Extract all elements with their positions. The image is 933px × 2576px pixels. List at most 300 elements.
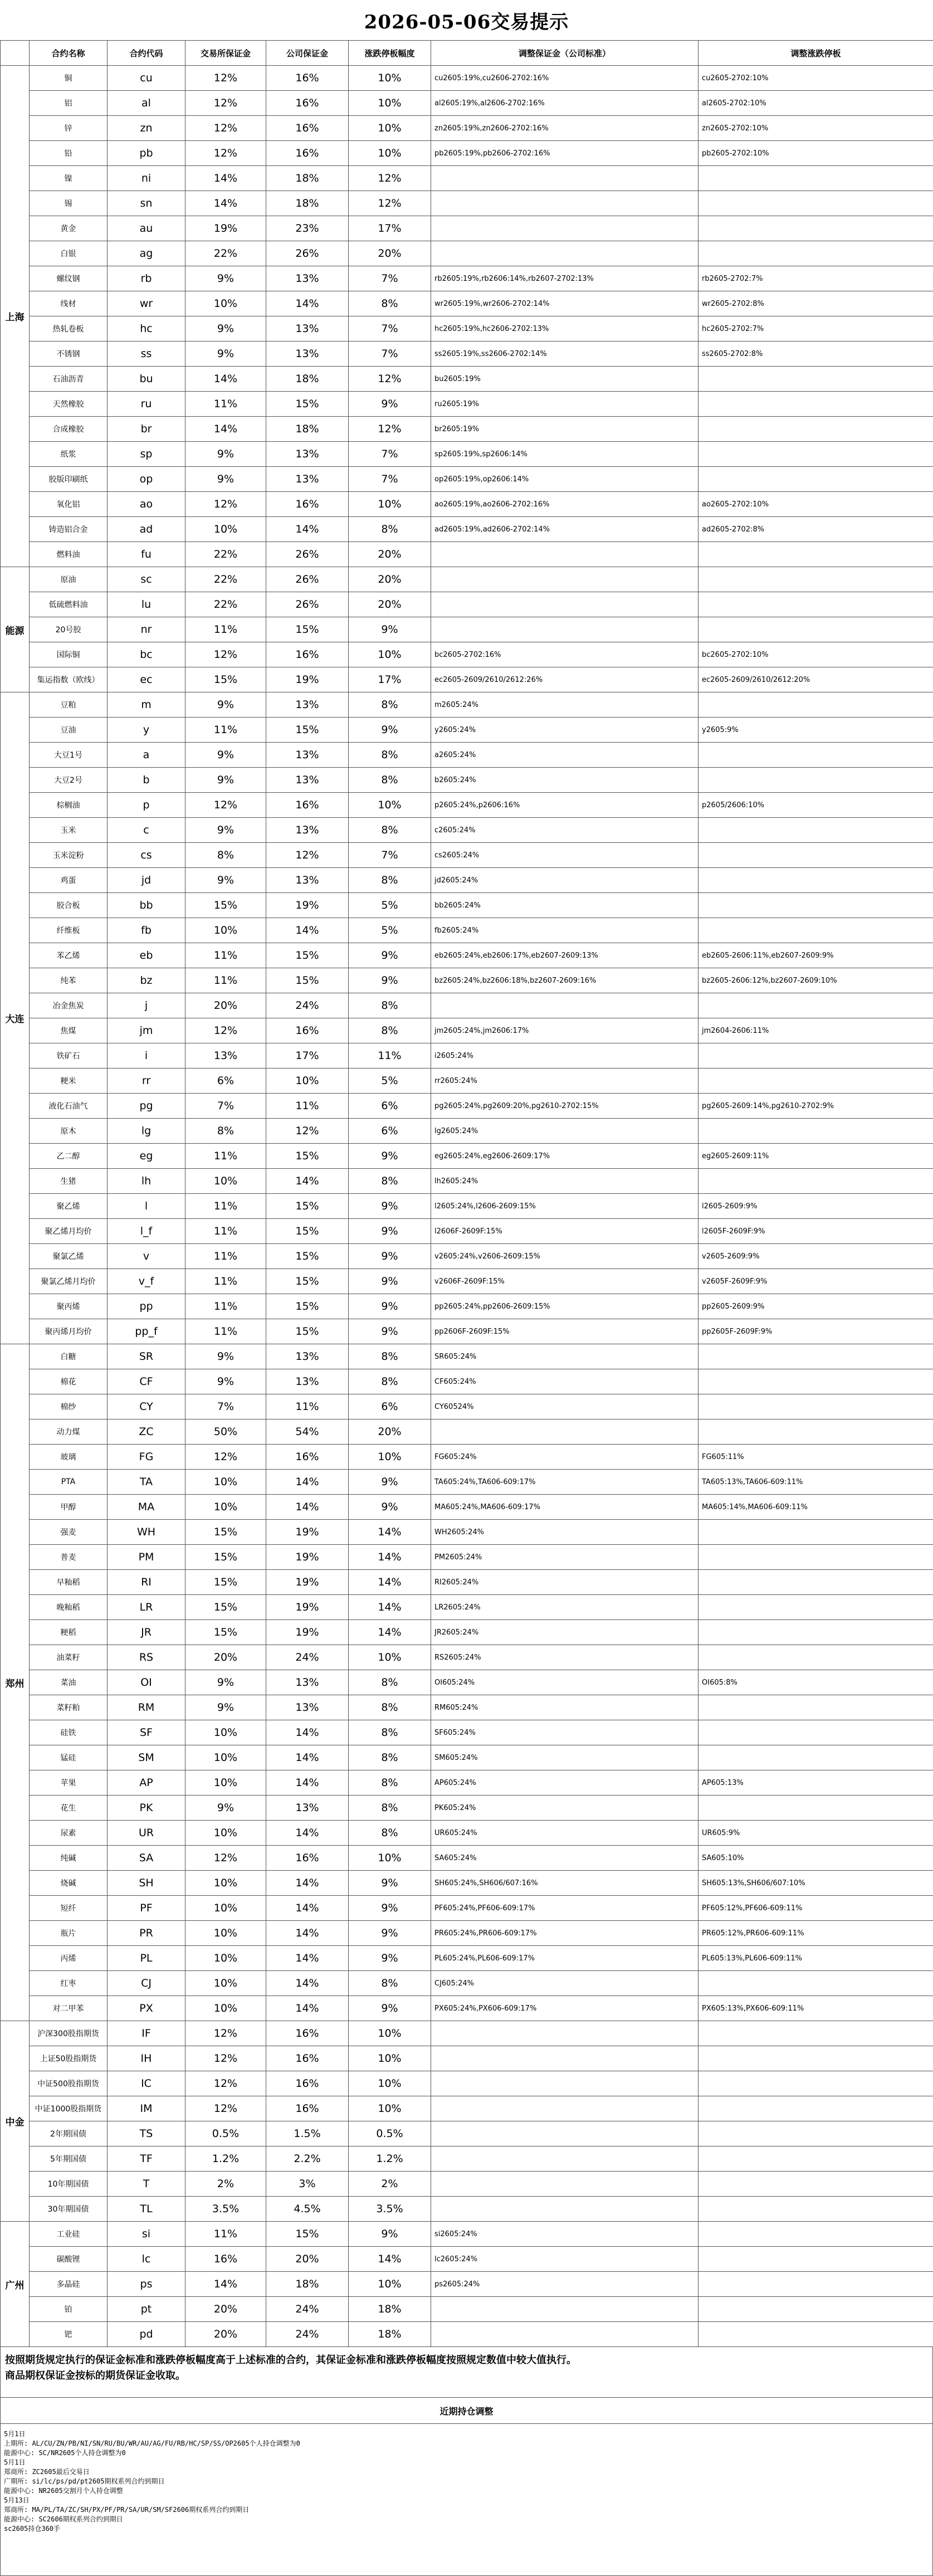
contract-code: al bbox=[108, 91, 185, 116]
adjusted-limit: pb2605-2702:10% bbox=[698, 141, 933, 166]
price-limit: 10% bbox=[349, 2096, 431, 2121]
contract-name: 30年期国债 bbox=[30, 2197, 108, 2222]
company-margin: 16% bbox=[266, 91, 349, 116]
table-row bbox=[1, 567, 933, 592]
company-margin: 15% bbox=[266, 943, 349, 968]
table-row bbox=[1, 1570, 933, 1595]
adjusted-margin: LR2605:24% bbox=[431, 1595, 698, 1620]
table-row bbox=[1, 1169, 933, 1194]
contract-code: RM bbox=[108, 1695, 185, 1720]
adjusted-margin: SR605:24% bbox=[431, 1344, 698, 1369]
company-margin: 16% bbox=[266, 492, 349, 517]
adjusted-limit bbox=[698, 2021, 933, 2046]
adjusted-margin: hc2605:19%,hc2606-2702:13% bbox=[431, 316, 698, 341]
exchange-margin: 7% bbox=[185, 1094, 266, 1119]
table-row bbox=[1, 2322, 933, 2347]
company-margin: 12% bbox=[266, 843, 349, 868]
price-limit: 8% bbox=[349, 1821, 431, 1846]
contract-name: 棕榈油 bbox=[30, 793, 108, 818]
company-margin: 14% bbox=[266, 918, 349, 943]
contract-code: ao bbox=[108, 492, 185, 517]
contract-code: pb bbox=[108, 141, 185, 166]
table-row bbox=[1, 1445, 933, 1470]
exchange-margin: 9% bbox=[185, 467, 266, 492]
table-row bbox=[1, 66, 933, 91]
exchange-margin: 11% bbox=[185, 1319, 266, 1344]
contract-name: 聚乙烯 bbox=[30, 1194, 108, 1219]
exchange-margin: 12% bbox=[185, 642, 266, 667]
contract-code: ec bbox=[108, 667, 185, 692]
adjusted-margin: PM2605:24% bbox=[431, 1545, 698, 1570]
adjusted-margin: bb2605:24% bbox=[431, 893, 698, 918]
exchange-margin: 10% bbox=[185, 1921, 266, 1946]
price-limit: 14% bbox=[349, 2247, 431, 2272]
exchange-margin: 19% bbox=[185, 216, 266, 241]
table-row bbox=[1, 2272, 933, 2297]
adjusted-margin: l2605:24%,l2606-2609:15% bbox=[431, 1194, 698, 1219]
table-row bbox=[1, 1043, 933, 1069]
adjusted-margin: PX605:24%,PX606-609:17% bbox=[431, 1996, 698, 2021]
company-margin: 15% bbox=[266, 718, 349, 743]
exchange-margin: 1.2% bbox=[185, 2146, 266, 2172]
adjusted-margin: bz2605:24%,bz2606:18%,bz2607-2609:16% bbox=[431, 968, 698, 993]
contract-code: v bbox=[108, 1244, 185, 1269]
table-row bbox=[1, 1821, 933, 1846]
exchange-margin: 9% bbox=[185, 266, 266, 291]
adjusted-limit bbox=[698, 2071, 933, 2096]
adjusted-limit bbox=[698, 1043, 933, 1069]
contract-name: 氧化铝 bbox=[30, 492, 108, 517]
recent-line: 5月13日 bbox=[4, 2496, 929, 2505]
contract-code: CY bbox=[108, 1394, 185, 1419]
exchange-margin: 20% bbox=[185, 993, 266, 1018]
table-row bbox=[1, 1294, 933, 1319]
contract-name: 粳米 bbox=[30, 1069, 108, 1094]
contract-name: 锡 bbox=[30, 191, 108, 216]
adjusted-margin: si2605:24% bbox=[431, 2222, 698, 2247]
company-margin: 14% bbox=[266, 1495, 349, 1520]
adjusted-limit: pp2605-2609:9% bbox=[698, 1294, 933, 1319]
adjusted-limit bbox=[698, 241, 933, 266]
contract-code: cs bbox=[108, 843, 185, 868]
company-margin: 26% bbox=[266, 567, 349, 592]
contract-name: 纯碱 bbox=[30, 1846, 108, 1871]
company-margin: 13% bbox=[266, 341, 349, 367]
adjusted-limit bbox=[698, 1620, 933, 1645]
adjusted-margin: pb2605:19%,pb2606-2702:16% bbox=[431, 141, 698, 166]
exchange-margin: 20% bbox=[185, 2297, 266, 2322]
adjusted-margin bbox=[431, 1419, 698, 1445]
company-margin: 16% bbox=[266, 141, 349, 166]
exchange-margin: 12% bbox=[185, 66, 266, 91]
adjusted-limit: PR605:12%,PR606-609:11% bbox=[698, 1921, 933, 1946]
contract-name: 动力煤 bbox=[30, 1419, 108, 1445]
adjusted-margin: MA605:24%,MA606-609:17% bbox=[431, 1495, 698, 1520]
recent-title: 近期持仓调整 bbox=[0, 2398, 933, 2424]
adjusted-margin: pg2605:24%,pg2609:20%,pg2610-2702:15% bbox=[431, 1094, 698, 1119]
contract-code: eb bbox=[108, 943, 185, 968]
contract-code: pp_f bbox=[108, 1319, 185, 1344]
company-margin: 14% bbox=[266, 1971, 349, 1996]
adjusted-margin bbox=[431, 2021, 698, 2046]
contract-code: cu bbox=[108, 66, 185, 91]
adjusted-limit bbox=[698, 2172, 933, 2197]
exchange-margin: 9% bbox=[185, 1695, 266, 1720]
table-row bbox=[1, 1745, 933, 1770]
contract-code: PR bbox=[108, 1921, 185, 1946]
contract-code: ag bbox=[108, 241, 185, 266]
company-margin: 23% bbox=[266, 216, 349, 241]
company-margin: 13% bbox=[266, 1670, 349, 1695]
contract-name: 聚丙烯月均价 bbox=[30, 1319, 108, 1344]
recent-line: 广期所: si/lc/ps/pd/pt2605期权系列合约到期日 bbox=[4, 2477, 929, 2486]
table-row bbox=[1, 692, 933, 718]
price-limit: 10% bbox=[349, 2046, 431, 2071]
company-margin: 16% bbox=[266, 642, 349, 667]
adjusted-margin: i2605:24% bbox=[431, 1043, 698, 1069]
notice-line: 按照期货规定执行的保证金标准和涨跌停板幅度高于上述标准的合约，其保证金标准和涨跌停板幅度按照规定数值中较大值执行。 bbox=[5, 2353, 928, 2368]
exchange-margin: 11% bbox=[185, 617, 266, 642]
exchange-margin: 9% bbox=[185, 1369, 266, 1394]
company-margin: 14% bbox=[266, 1871, 349, 1896]
contract-code: sn bbox=[108, 191, 185, 216]
price-limit: 6% bbox=[349, 1119, 431, 1144]
margin-table bbox=[0, 40, 933, 2347]
adjusted-limit bbox=[698, 743, 933, 768]
contract-code: bc bbox=[108, 642, 185, 667]
price-limit: 14% bbox=[349, 1520, 431, 1545]
adjusted-margin: rb2605:19%,rb2606:14%,rb2607-2702:13% bbox=[431, 266, 698, 291]
contract-code: TA bbox=[108, 1470, 185, 1495]
company-margin: 14% bbox=[266, 1470, 349, 1495]
adjusted-margin bbox=[431, 2172, 698, 2197]
price-limit: 17% bbox=[349, 667, 431, 692]
company-margin: 13% bbox=[266, 868, 349, 893]
adjusted-margin bbox=[431, 2096, 698, 2121]
adjusted-limit bbox=[698, 1570, 933, 1595]
price-limit: 10% bbox=[349, 793, 431, 818]
contract-name: 乙二醇 bbox=[30, 1144, 108, 1169]
contract-name: 花生 bbox=[30, 1796, 108, 1821]
exchange-margin: 15% bbox=[185, 1570, 266, 1595]
adjusted-limit bbox=[698, 818, 933, 843]
price-limit: 7% bbox=[349, 341, 431, 367]
price-limit: 9% bbox=[349, 392, 431, 417]
adjusted-margin: a2605:24% bbox=[431, 743, 698, 768]
price-limit: 10% bbox=[349, 66, 431, 91]
exchange-margin: 22% bbox=[185, 542, 266, 567]
price-limit: 20% bbox=[349, 592, 431, 617]
contract-code: CJ bbox=[108, 1971, 185, 1996]
exchange-margin: 11% bbox=[185, 1194, 266, 1219]
contract-code: PF bbox=[108, 1896, 185, 1921]
company-margin: 18% bbox=[266, 191, 349, 216]
adjusted-limit: MA605:14%,MA606-609:11% bbox=[698, 1495, 933, 1520]
exchange-cell: 郑州 bbox=[1, 1344, 30, 2021]
company-margin: 14% bbox=[266, 1996, 349, 2021]
adjusted-limit: OI605:8% bbox=[698, 1670, 933, 1695]
price-limit: 8% bbox=[349, 868, 431, 893]
contract-code: m bbox=[108, 692, 185, 718]
table-row bbox=[1, 166, 933, 191]
exchange-margin: 10% bbox=[185, 1169, 266, 1194]
contract-name: 强麦 bbox=[30, 1520, 108, 1545]
contract-code: CF bbox=[108, 1369, 185, 1394]
contract-name: 中证1000股指期货 bbox=[30, 2096, 108, 2121]
adjusted-limit bbox=[698, 392, 933, 417]
adjusted-limit: SA605:10% bbox=[698, 1846, 933, 1871]
contract-name: 棉纱 bbox=[30, 1394, 108, 1419]
price-limit: 12% bbox=[349, 367, 431, 392]
adjusted-limit: wr2605-2702:8% bbox=[698, 291, 933, 316]
price-limit: 8% bbox=[349, 1344, 431, 1369]
adjusted-limit bbox=[698, 2046, 933, 2071]
contract-code: c bbox=[108, 818, 185, 843]
notice-line: 商品期权保证金按标的期货保证金收取。 bbox=[5, 2368, 928, 2384]
contract-name: 20号胶 bbox=[30, 617, 108, 642]
exchange-margin: 2% bbox=[185, 2172, 266, 2197]
exchange-margin: 10% bbox=[185, 1745, 266, 1770]
adjusted-limit bbox=[698, 1720, 933, 1745]
adjusted-margin: OI605:24% bbox=[431, 1670, 698, 1695]
contract-name: 聚丙烯 bbox=[30, 1294, 108, 1319]
adjusted-limit bbox=[698, 692, 933, 718]
table-body bbox=[1, 66, 933, 2347]
adjusted-limit bbox=[698, 191, 933, 216]
table-row bbox=[1, 1018, 933, 1043]
contract-code: lg bbox=[108, 1119, 185, 1144]
price-limit: 8% bbox=[349, 1770, 431, 1796]
table-row bbox=[1, 1695, 933, 1720]
company-margin: 14% bbox=[266, 291, 349, 316]
adjusted-limit bbox=[698, 1419, 933, 1445]
recent-line: 能源中心: NR2605交割月个人持仓调整 bbox=[4, 2486, 929, 2496]
exchange-margin: 16% bbox=[185, 2247, 266, 2272]
company-margin: 20% bbox=[266, 2247, 349, 2272]
exchange-margin: 50% bbox=[185, 1419, 266, 1445]
adjusted-limit: al2605-2702:10% bbox=[698, 91, 933, 116]
adjusted-margin: SM605:24% bbox=[431, 1745, 698, 1770]
header-cell: 涨跌停板幅度 bbox=[349, 41, 431, 66]
adjusted-limit bbox=[698, 592, 933, 617]
price-limit: 5% bbox=[349, 918, 431, 943]
exchange-margin: 6% bbox=[185, 1069, 266, 1094]
price-limit: 7% bbox=[349, 266, 431, 291]
contract-code: RS bbox=[108, 1645, 185, 1670]
price-limit: 8% bbox=[349, 1369, 431, 1394]
price-limit: 14% bbox=[349, 1595, 431, 1620]
table-row bbox=[1, 2172, 933, 2197]
adjusted-limit bbox=[698, 768, 933, 793]
price-limit: 2% bbox=[349, 2172, 431, 2197]
adjusted-margin bbox=[431, 2297, 698, 2322]
price-limit: 17% bbox=[349, 216, 431, 241]
contract-code: l bbox=[108, 1194, 185, 1219]
adjusted-margin: JR2605:24% bbox=[431, 1620, 698, 1645]
exchange-margin: 10% bbox=[185, 1896, 266, 1921]
adjusted-margin: sp2605:19%,sp2606:14% bbox=[431, 442, 698, 467]
adjusted-margin: PK605:24% bbox=[431, 1796, 698, 1821]
recent-line: 5月1日 bbox=[4, 2458, 929, 2467]
company-margin: 15% bbox=[266, 1269, 349, 1294]
exchange-margin: 14% bbox=[185, 166, 266, 191]
company-margin: 14% bbox=[266, 1946, 349, 1971]
table-row bbox=[1, 291, 933, 316]
adjusted-margin: ad2605:19%,ad2606-2702:14% bbox=[431, 517, 698, 542]
contract-name: 铂 bbox=[30, 2297, 108, 2322]
adjusted-margin bbox=[431, 241, 698, 266]
table-row bbox=[1, 241, 933, 266]
exchange-margin: 8% bbox=[185, 843, 266, 868]
contract-code: IC bbox=[108, 2071, 185, 2096]
company-margin: 54% bbox=[266, 1419, 349, 1445]
adjusted-limit: hc2605-2702:7% bbox=[698, 316, 933, 341]
contract-name: 原木 bbox=[30, 1119, 108, 1144]
table-row bbox=[1, 1871, 933, 1896]
exchange-margin: 10% bbox=[185, 918, 266, 943]
company-margin: 24% bbox=[266, 2322, 349, 2347]
contract-name: 线材 bbox=[30, 291, 108, 316]
price-limit: 10% bbox=[349, 2272, 431, 2297]
price-limit: 10% bbox=[349, 141, 431, 166]
table-row bbox=[1, 943, 933, 968]
table-row bbox=[1, 2021, 933, 2046]
contract-code: br bbox=[108, 417, 185, 442]
company-margin: 13% bbox=[266, 1695, 349, 1720]
adjusted-limit bbox=[698, 1796, 933, 1821]
price-limit: 9% bbox=[349, 1495, 431, 1520]
exchange-margin: 15% bbox=[185, 1620, 266, 1645]
exchange-margin: 9% bbox=[185, 768, 266, 793]
adjusted-limit: ad2605-2702:8% bbox=[698, 517, 933, 542]
table-row bbox=[1, 1796, 933, 1821]
table-header-row bbox=[1, 41, 933, 66]
contract-name: 生猪 bbox=[30, 1169, 108, 1194]
adjusted-limit bbox=[698, 1394, 933, 1419]
table-row bbox=[1, 642, 933, 667]
exchange-margin: 15% bbox=[185, 1545, 266, 1570]
adjusted-margin: WH2605:24% bbox=[431, 1520, 698, 1545]
contract-name: 短纤 bbox=[30, 1896, 108, 1921]
table-row bbox=[1, 1620, 933, 1645]
company-margin: 24% bbox=[266, 2297, 349, 2322]
table-row bbox=[1, 1595, 933, 1620]
adjusted-margin bbox=[431, 2146, 698, 2172]
table-row bbox=[1, 1369, 933, 1394]
contract-code: lu bbox=[108, 592, 185, 617]
table-row bbox=[1, 2197, 933, 2222]
adjusted-limit bbox=[698, 442, 933, 467]
price-limit: 8% bbox=[349, 1169, 431, 1194]
price-limit: 8% bbox=[349, 1971, 431, 1996]
contract-name: 多晶硅 bbox=[30, 2272, 108, 2297]
company-margin: 14% bbox=[266, 1821, 349, 1846]
exchange-margin: 9% bbox=[185, 743, 266, 768]
adjusted-margin: ao2605:19%,ao2606-2702:16% bbox=[431, 492, 698, 517]
adjusted-margin: RM605:24% bbox=[431, 1695, 698, 1720]
exchange-margin: 12% bbox=[185, 1018, 266, 1043]
table-row bbox=[1, 517, 933, 542]
price-limit: 20% bbox=[349, 567, 431, 592]
exchange-margin: 10% bbox=[185, 1871, 266, 1896]
contract-name: 纤维板 bbox=[30, 918, 108, 943]
adjusted-limit: bz2605-2606:12%,bz2607-2609:10% bbox=[698, 968, 933, 993]
exchange-margin: 14% bbox=[185, 417, 266, 442]
adjusted-margin: ru2605:19% bbox=[431, 392, 698, 417]
price-limit: 11% bbox=[349, 1043, 431, 1069]
adjusted-limit bbox=[698, 1645, 933, 1670]
exchange-margin: 12% bbox=[185, 793, 266, 818]
exchange-margin: 12% bbox=[185, 2071, 266, 2096]
company-margin: 14% bbox=[266, 1896, 349, 1921]
adjusted-margin: lh2605:24% bbox=[431, 1169, 698, 1194]
adjusted-margin bbox=[431, 2046, 698, 2071]
contract-name: 尿素 bbox=[30, 1821, 108, 1846]
contract-name: 鸡蛋 bbox=[30, 868, 108, 893]
table-row bbox=[1, 1119, 933, 1144]
contract-code: AP bbox=[108, 1770, 185, 1796]
contract-name: 烧碱 bbox=[30, 1871, 108, 1896]
contract-code: fu bbox=[108, 542, 185, 567]
company-margin: 15% bbox=[266, 1144, 349, 1169]
contract-code: bb bbox=[108, 893, 185, 918]
adjusted-limit: PL605:13%,PL606-609:11% bbox=[698, 1946, 933, 1971]
contract-name: 玉米 bbox=[30, 818, 108, 843]
adjusted-limit: zn2605-2702:10% bbox=[698, 116, 933, 141]
contract-name: 锌 bbox=[30, 116, 108, 141]
exchange-margin: 10% bbox=[185, 1971, 266, 1996]
company-margin: 26% bbox=[266, 241, 349, 266]
table-row bbox=[1, 1896, 933, 1921]
adjusted-limit bbox=[698, 1520, 933, 1545]
contract-code: SM bbox=[108, 1745, 185, 1770]
price-limit: 0.5% bbox=[349, 2121, 431, 2146]
adjusted-limit bbox=[698, 993, 933, 1018]
recent-line: 能源中心: SC2606期权系列合约到期日 bbox=[4, 2515, 929, 2524]
exchange-margin: 11% bbox=[185, 1269, 266, 1294]
company-margin: 14% bbox=[266, 1770, 349, 1796]
contract-code: TS bbox=[108, 2121, 185, 2146]
contract-name: 5年期国债 bbox=[30, 2146, 108, 2172]
contract-name: 粳稻 bbox=[30, 1620, 108, 1645]
exchange-cell: 能源 bbox=[1, 567, 30, 692]
adjusted-limit bbox=[698, 843, 933, 868]
contract-name: 玻璃 bbox=[30, 1445, 108, 1470]
contract-code: rb bbox=[108, 266, 185, 291]
company-margin: 14% bbox=[266, 517, 349, 542]
table-row bbox=[1, 592, 933, 617]
exchange-margin: 9% bbox=[185, 868, 266, 893]
contract-name: 丙烯 bbox=[30, 1946, 108, 1971]
price-limit: 12% bbox=[349, 166, 431, 191]
table-row bbox=[1, 2297, 933, 2322]
contract-name: 上证50股指期货 bbox=[30, 2046, 108, 2071]
contract-name: 菜籽粕 bbox=[30, 1695, 108, 1720]
adjusted-limit bbox=[698, 2096, 933, 2121]
company-margin: 18% bbox=[266, 367, 349, 392]
price-limit: 8% bbox=[349, 1796, 431, 1821]
contract-name: 纸浆 bbox=[30, 442, 108, 467]
company-margin: 13% bbox=[266, 1369, 349, 1394]
adjusted-margin bbox=[431, 2197, 698, 2222]
header-cell: 合约名称 bbox=[30, 41, 108, 66]
adjusted-limit bbox=[698, 617, 933, 642]
price-limit: 10% bbox=[349, 492, 431, 517]
table-row bbox=[1, 191, 933, 216]
exchange-margin: 9% bbox=[185, 442, 266, 467]
contract-code: p bbox=[108, 793, 185, 818]
exchange-margin: 10% bbox=[185, 1495, 266, 1520]
